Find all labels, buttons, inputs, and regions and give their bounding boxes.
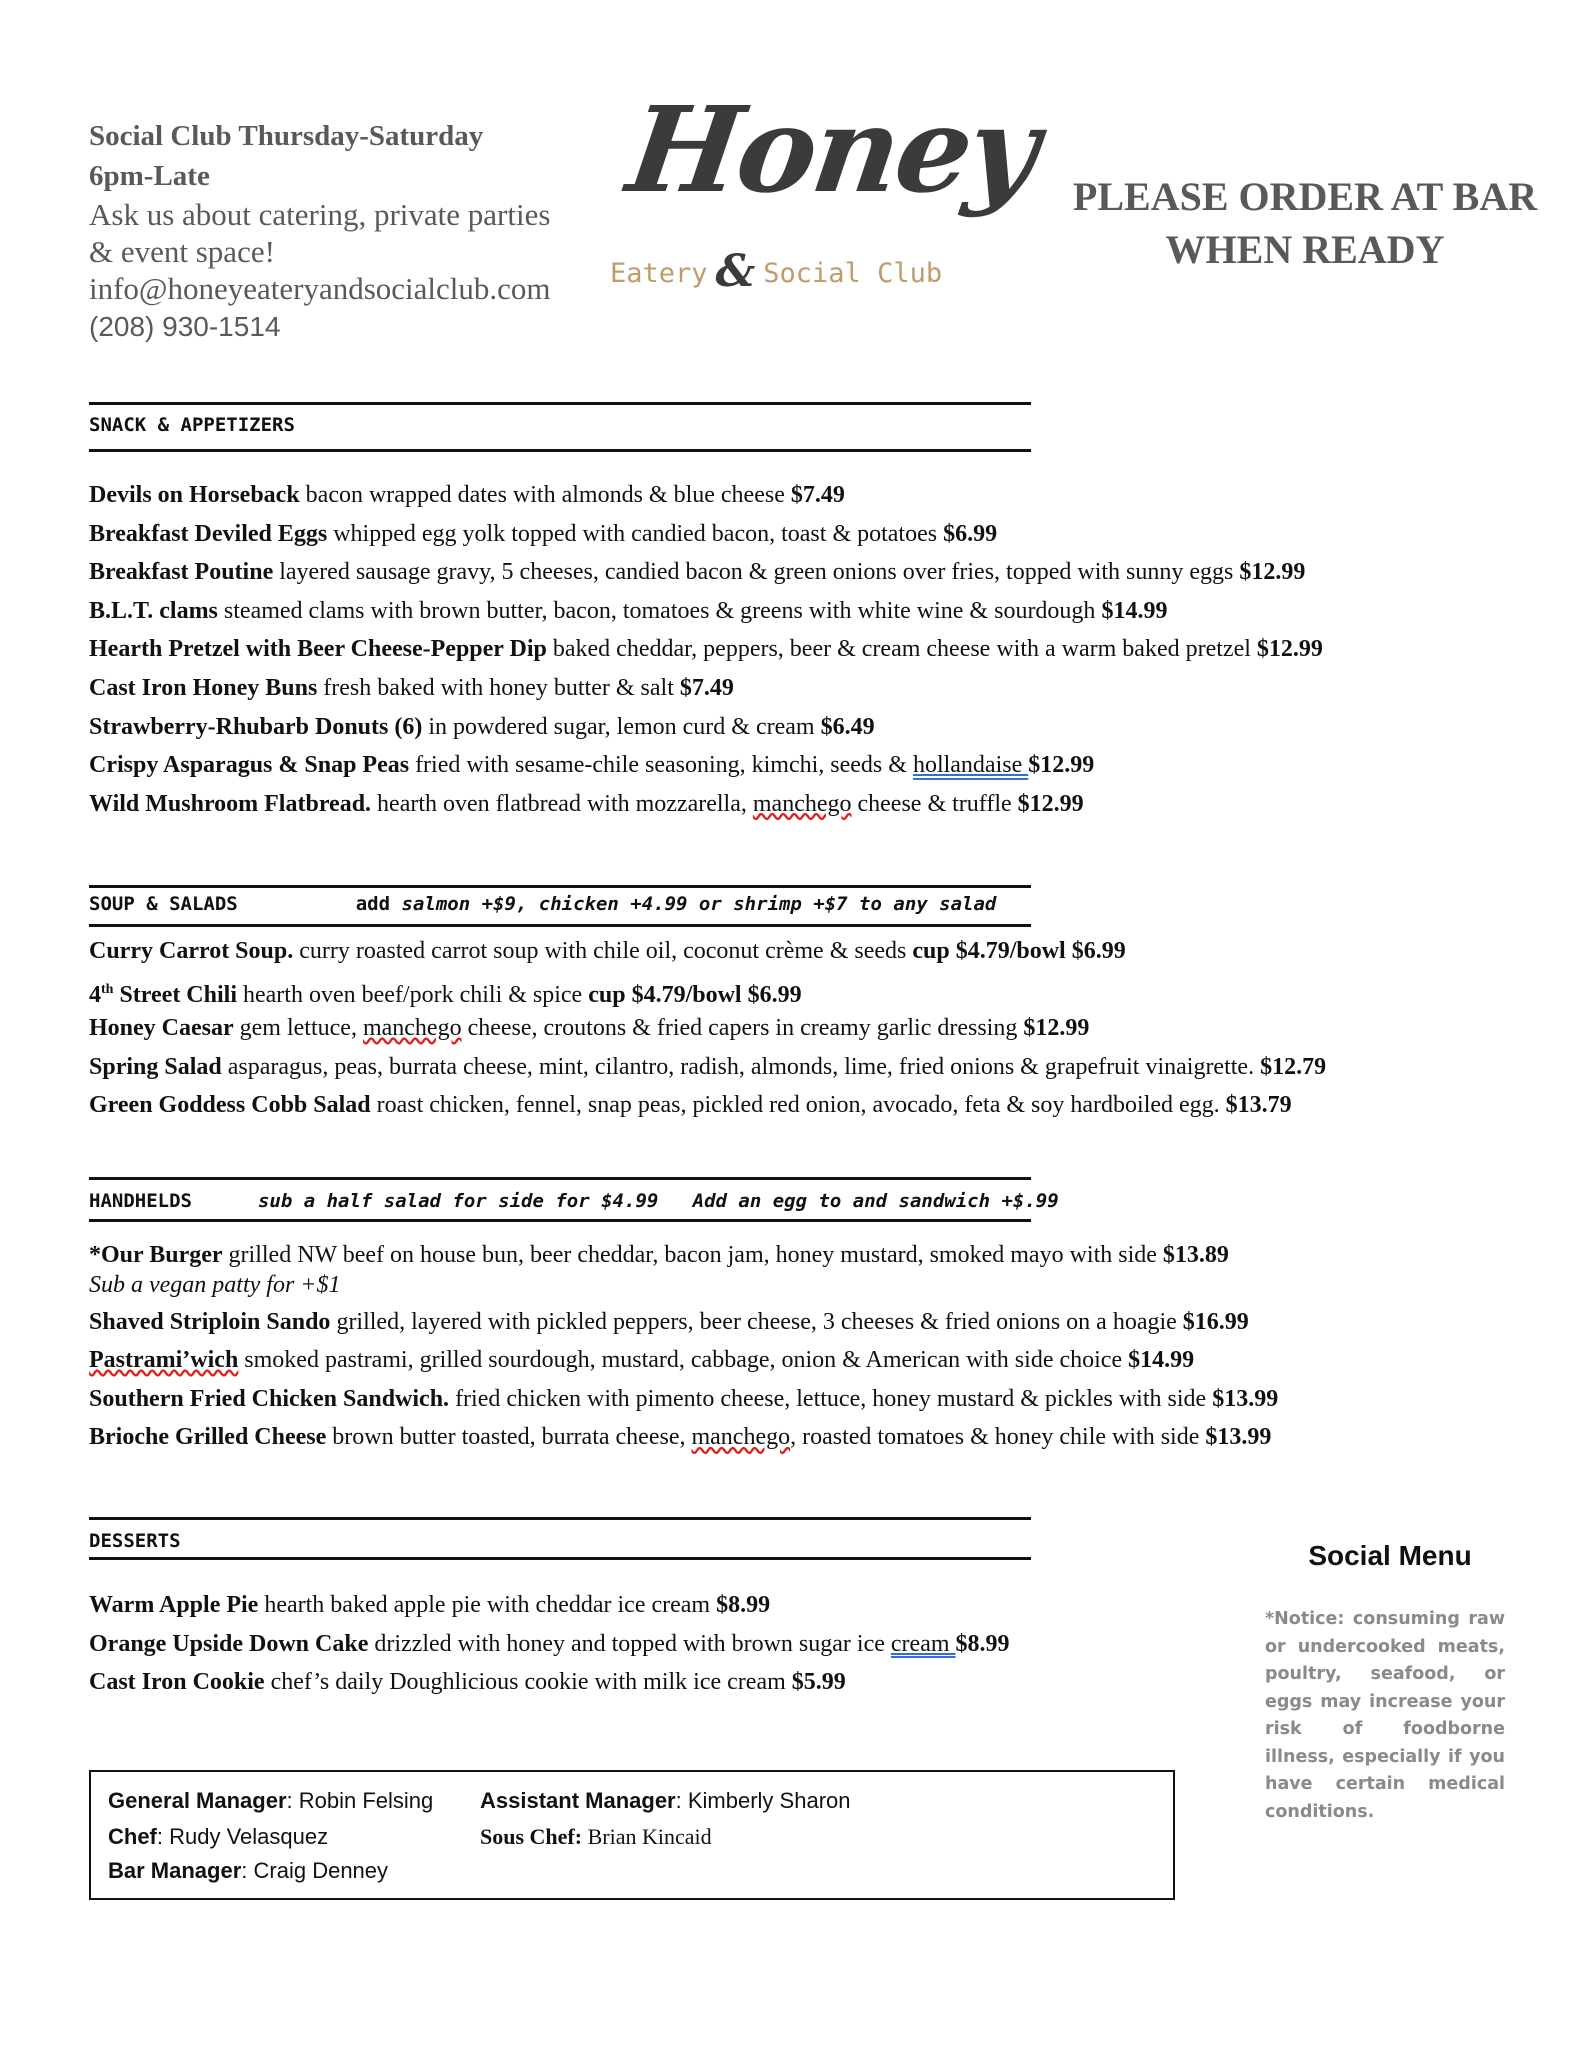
item-price: $6.49: [820, 713, 875, 740]
honey-logo: [610, 80, 1045, 300]
item-price: cup $4.79/bowl $6.99: [588, 981, 802, 1008]
menu-item: [89, 971, 1569, 1010]
menu-item: [89, 515, 1569, 554]
item-name: B.L.T. clams: [89, 597, 218, 624]
item-price: $7.49: [790, 482, 845, 508]
menu-item: [89, 1341, 1569, 1380]
section-divider: [89, 1557, 1031, 1560]
section-note-handhelds: sub a half salad for side for $4.99 Add an egg to and sandwich +$.99: [257, 1190, 1059, 1212]
item-description-cont: , roasted tomatoes & honey chile with side: [790, 1424, 1200, 1451]
order-notice-line-2: WHEN READY: [1165, 227, 1445, 272]
item-description: chef’s daily Doughlicious cookie with milk ice cream: [270, 1669, 786, 1696]
section-title-handhelds: HANDHELDS: [89, 1190, 192, 1212]
item-description: in powdered sugar, lemon curd & cream: [428, 713, 815, 740]
order-notice-line-1: PLEASE ORDER AT BAR: [1072, 174, 1538, 219]
soups-list: [89, 932, 1569, 1125]
item-description-cont: cheese & truffle: [851, 790, 1012, 817]
food-safety-notice: *Notice: consuming raw or undercooked meats, poultry, seafood, or eggs may increase your risk of foodborne illness, especially if you have certain medical conditions.: [1265, 1609, 1505, 1822]
section-title-desserts: DESSERTS: [89, 1530, 181, 1552]
section-divider: [89, 1177, 1031, 1180]
item-description: smoked pastrami, grilled sourdough, mustard, cabbage, onion & American with side choice: [244, 1347, 1123, 1374]
item-price: $13.79: [1225, 1092, 1292, 1119]
snacks-list: [89, 476, 1569, 823]
item-name: Southern Fried Chicken Sandwich.: [89, 1385, 450, 1412]
staff-label: Bar Manager: [108, 1858, 242, 1883]
section-header-soups: [89, 893, 996, 915]
item-price: $13.99: [1212, 1385, 1279, 1412]
menu-item: [89, 932, 1569, 971]
section-header-handhelds: [89, 1190, 1059, 1212]
item-description: hearth baked apple pie with cheddar ice cream: [264, 1592, 711, 1618]
item-name: Pastrami’wich: [89, 1347, 239, 1374]
staff-label: Chef: [108, 1824, 157, 1849]
item-name: Spring Salad: [89, 1053, 222, 1080]
item-price: $8.99: [955, 1630, 1010, 1657]
item-description: steamed clams with brown butter, bacon, tomatoes & greens with white wine & sourdough: [223, 597, 1096, 624]
catering-line-1: Ask us about catering, private parties: [89, 197, 551, 232]
item-name: *Our Burger: [89, 1242, 223, 1268]
item-description: baked cheddar, peppers, beer & cream cheese with a warm baked pretzel: [552, 636, 1251, 663]
hours-line-2: 6pm-Late: [89, 160, 210, 192]
menu-item: [89, 630, 1569, 669]
item-description: bacon wrapped dates with almonds & blue cheese: [305, 482, 785, 508]
item-price: $14.99: [1101, 597, 1168, 624]
staff-assistant-manager: Assistant Manager: Kimberly Sharon: [480, 1788, 851, 1813]
menu-item: [89, 669, 1569, 708]
item-description: asparagus, peas, burrata cheese, mint, cilantro, radish, almonds, lime, fried onions & grapefruit vinaigrette.: [227, 1053, 1255, 1080]
item-price: $8.99: [716, 1592, 771, 1618]
item-description: brown butter toasted, burrata cheese,: [332, 1424, 686, 1451]
staff-sous-chef: [480, 1824, 712, 1850]
item-name: Warm Apple Pie: [89, 1592, 259, 1618]
item-name: Cast Iron Honey Buns: [89, 674, 318, 701]
logo-tagline: [610, 246, 942, 297]
item-description: curry roasted carrot soup with chile oil, coconut crème & seeds: [299, 938, 907, 964]
menu-item: [89, 1418, 1569, 1457]
ampersand-icon: &: [715, 246, 756, 297]
item-description: roast chicken, fennel, snap peas, pickled red onion, avocado, feta & soy hardboiled egg.: [376, 1092, 1220, 1119]
item-name: Honey Caesar: [89, 1015, 234, 1042]
menu-item: [89, 708, 1569, 747]
item-description: grilled, layered with pickled peppers, beer cheese, 3 cheeses & fried onions on a hoagie: [336, 1308, 1177, 1335]
item-description: grilled NW beef on house bun, beer cheddar, bacon jam, honey mustard, smoked mayo with side: [228, 1242, 1157, 1268]
section-title-soups: SOUP & SALADS: [89, 893, 238, 915]
section-divider: [89, 1517, 1031, 1520]
menu-item: [89, 1086, 1569, 1125]
menu-item: [89, 746, 1569, 785]
contact-info: [89, 116, 649, 347]
item-name: Breakfast Poutine: [89, 559, 274, 586]
staff-label: Sous Chef:: [480, 1824, 583, 1849]
menu-item: [89, 1048, 1569, 1087]
staff-general-manager: General Manager: Robin Felsing: [108, 1788, 434, 1813]
staff-name: Kimberly Sharon: [687, 1788, 851, 1813]
menu-item: [89, 1380, 1569, 1419]
item-price: $16.99: [1182, 1308, 1249, 1335]
handhelds-list: [89, 1236, 1569, 1457]
spellcheck-flagged-word: manchego: [752, 790, 852, 817]
section-divider: [89, 402, 1031, 405]
item-description: hearth oven flatbread with mozzarella,: [377, 790, 747, 817]
grammar-flagged-word: hollandaise: [912, 752, 1029, 779]
item-price: $13.99: [1205, 1424, 1272, 1451]
menu-item: [89, 553, 1569, 592]
section-note-prefix: add: [355, 893, 391, 915]
item-price: $13.89: [1162, 1242, 1229, 1268]
item-name: Brioche Grilled Cheese: [89, 1424, 327, 1451]
item-price: cup $4.79/bowl $6.99: [912, 938, 1126, 964]
item-price: $12.99: [1028, 752, 1095, 779]
logo-tagline-left: Eatery: [610, 258, 708, 289]
spellcheck-flagged-word: manchego: [691, 1424, 791, 1451]
item-price: $12.99: [1256, 636, 1323, 663]
item-description-cont: cheese, croutons & fried capers in creamy garlic dressing: [461, 1015, 1018, 1042]
item-price: $5.99: [791, 1669, 846, 1696]
spellcheck-flagged-word: manchego: [362, 1015, 462, 1042]
social-menu-title: Social Menu: [1308, 1540, 1472, 1571]
item-description: gem lettuce,: [239, 1015, 357, 1042]
staff-box: [89, 1770, 1175, 1900]
item-price: $6.99: [943, 520, 998, 547]
staff-name: Brian Kincaid: [587, 1824, 712, 1849]
section-divider: [89, 924, 1031, 927]
item-name: Breakfast Deviled Eggs: [89, 520, 328, 547]
staff-label: Assistant Manager: [480, 1788, 676, 1813]
ordinal-suffix: th: [101, 981, 114, 997]
hours-line-1: Social Club Thursday-Saturday: [89, 120, 484, 152]
staff-name: Robin Felsing: [298, 1788, 434, 1813]
phone-number[interactable]: (208) 930-1514: [89, 311, 281, 342]
item-description: fresh baked with honey butter & salt: [323, 674, 674, 701]
menu-item: [89, 1009, 1569, 1048]
email-link[interactable]: info@honeyeateryandsocialclub.com: [89, 271, 551, 306]
staff-bar-manager: Bar Manager: Craig Denney: [108, 1858, 389, 1883]
item-price: $12.79: [1260, 1053, 1327, 1080]
item-name: Strawberry-Rhubarb Donuts (6): [89, 713, 423, 740]
item-sub-note: Sub a vegan patty for +$1: [89, 1271, 341, 1298]
item-name: Shaved Striploin Sando: [89, 1308, 331, 1335]
item-name: Hearth Pretzel with Beer Cheese-Pepper Dip: [89, 636, 547, 663]
staff-label: General Manager: [108, 1788, 287, 1813]
section-divider: [89, 1219, 1031, 1222]
item-name: Devils on Horseback: [89, 482, 300, 508]
menu-item: [89, 592, 1569, 631]
item-name: Cast Iron Cookie: [89, 1669, 265, 1696]
item-description: fried chicken with pimento cheese, lettuce, honey mustard & pickles with side: [455, 1385, 1207, 1412]
item-description: layered sausage gravy, 5 cheeses, candied bacon & green onions over fries, topped with sunny eggs: [279, 559, 1234, 586]
item-description: drizzled with honey and topped with brown sugar ice: [374, 1630, 885, 1657]
catering-line-2: & event space!: [89, 234, 275, 269]
grammar-flagged-word: cream: [890, 1630, 956, 1657]
item-name: 4th Street Chili: [89, 981, 237, 1008]
item-description: fried with sesame-chile seasoning, kimchi, seeds &: [415, 752, 907, 779]
item-price: $7.49: [679, 674, 734, 701]
item-name: Curry Carrot Soup.: [89, 938, 294, 964]
staff-name: Rudy Velasquez: [169, 1824, 329, 1849]
item-price: $12.99: [1239, 559, 1306, 586]
item-name: Green Goddess Cobb Salad: [89, 1092, 371, 1119]
section-divider: [89, 885, 1031, 888]
item-price: $12.99: [1023, 1015, 1090, 1042]
logo-tagline-right: Social Club: [763, 258, 943, 289]
item-price: $12.99: [1017, 790, 1084, 817]
menu-item: [89, 785, 1569, 824]
menu-item: [89, 476, 1569, 515]
item-description: whipped egg yolk topped with candied bacon, toast & potatoes: [333, 520, 938, 547]
section-note-soups: salmon +$9, chicken +4.99 or shrimp +$7 to any salad: [401, 893, 997, 915]
item-price: $14.99: [1128, 1347, 1195, 1374]
item-name: Crispy Asparagus & Snap Peas: [89, 752, 410, 779]
item-name: Orange Upside Down Cake: [89, 1630, 369, 1657]
logo-wordmark: Honey: [620, 80, 1045, 219]
section-divider: [89, 449, 1031, 452]
staff-name: Craig Denney: [253, 1858, 389, 1883]
staff-chef: Chef: Rudy Velasquez: [108, 1824, 329, 1849]
order-at-bar-notice: [1030, 170, 1580, 276]
section-title-snacks: SNACK & APPETIZERS: [89, 414, 295, 436]
menu-item: [89, 1303, 1569, 1342]
item-name: Wild Mushroom Flatbread.: [89, 790, 372, 817]
item-description: hearth oven beef/pork chili & spice: [243, 981, 583, 1008]
